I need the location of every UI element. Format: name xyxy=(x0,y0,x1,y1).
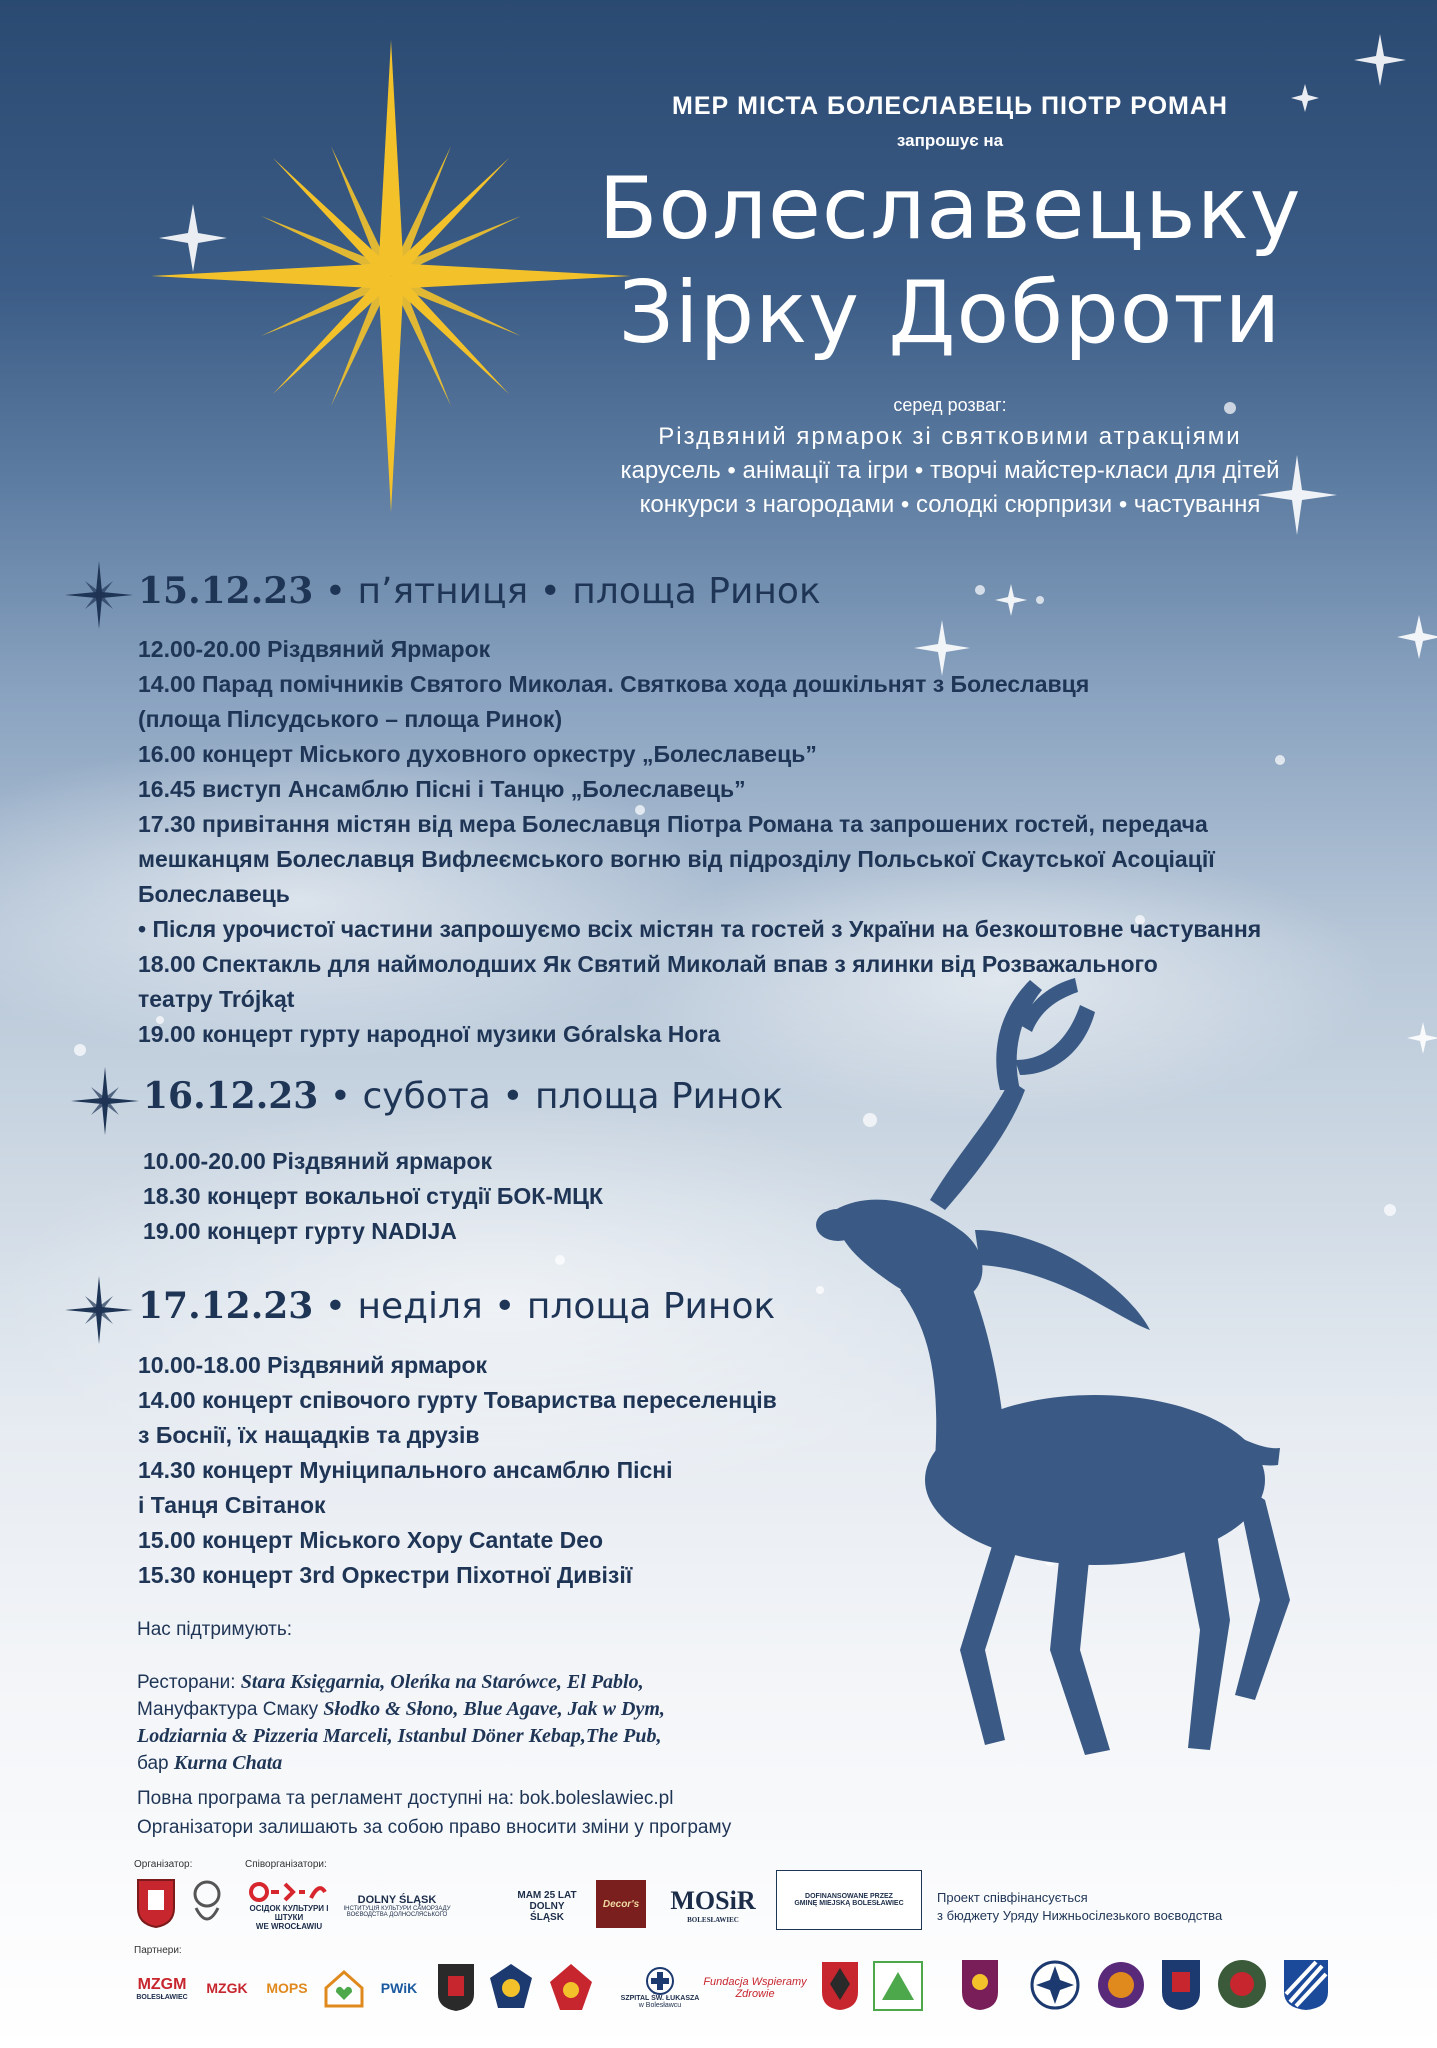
mzgk-logo: MZGK xyxy=(206,1980,248,1996)
rescue-badge-icon xyxy=(548,1962,594,2012)
restaurants-prefix: бар xyxy=(137,1753,174,1774)
program-item: мешканцям Болеславця Вифлеємського вогню від підрозділу Польської Скаутської Асоціації xyxy=(138,846,1215,872)
day-date: 17.12.23 xyxy=(138,1285,314,1327)
gmina-line1: DOFINANSOWANE PRZEZ xyxy=(805,1893,893,1900)
day-star-icon xyxy=(64,1275,134,1345)
sparkle-icon xyxy=(159,204,227,272)
program-item: 14.30 концерт Муніципального ансамблю Пісні xyxy=(138,1457,673,1483)
supporters-heading: Нас підтримують: xyxy=(137,1619,293,1640)
program-item: 17.30 привітання містян від мера Болеславця Піотра Романа та запрошених гостей, передача xyxy=(138,811,1208,837)
boleslawiec-crest-icon xyxy=(136,1878,176,1928)
day-place: • субота • площа Ринок xyxy=(318,1076,784,1117)
restaurants-line xyxy=(137,1750,665,1777)
okis-line1: ОСІДОК КУЛЬТУРИ І ШТУКИ xyxy=(249,1904,329,1922)
army-emblem-icon xyxy=(1096,1960,1146,2010)
day-date: 16.12.23 xyxy=(143,1075,319,1117)
restaurants-line xyxy=(137,1696,665,1723)
program-item: 19.00 концерт гурту народної музики Góralska Hora xyxy=(138,1021,721,1047)
attractions-line: конкурси з нагородами • солодкі сюрпризи • частування xyxy=(639,491,1261,518)
program-item: 10.00-18.00 Різдвяний ярмарок xyxy=(138,1352,488,1378)
us-division-patch-icon xyxy=(1282,1958,1330,2012)
project-line1: Проект співфінансується xyxy=(937,1890,1088,1905)
program-item: і Танця Світанок xyxy=(138,1492,326,1518)
dolny-slask-name: DOLNY ŚLĄSK xyxy=(357,1894,437,1906)
dolny-slask-name: DOLNY ŚLĄSK xyxy=(529,1900,565,1923)
mosir-name: MOSiR xyxy=(670,1886,756,1915)
sparkle-icon xyxy=(1407,1022,1437,1054)
mops-logo: MOPS xyxy=(266,1980,308,1996)
restaurant-names: Lodziarnia & Pizzeria Marceli, Istanbul Döner Kebap,The Pub, xyxy=(137,1725,662,1747)
coorganizers-label: Співорганізатори: xyxy=(245,1859,327,1870)
home-heart-icon xyxy=(322,1966,366,2010)
mam25-logo xyxy=(512,1876,582,1936)
project-line2: з бюджету Уряду Нижньосілезького воєводства xyxy=(937,1908,1223,1923)
program-item: театру Trójkąt xyxy=(138,986,295,1012)
program-item: 18.00 Спектакль для наймолодших Як Святий Миколай впав з ялинки від Розважального xyxy=(138,951,1158,977)
footer-notes xyxy=(137,1784,731,1842)
program-item: 15.00 концерт Міського Хору Cantate Deo xyxy=(138,1527,604,1553)
sparkle-icon xyxy=(1397,615,1437,659)
dolny-slask-sub: ІНСТИТУЦІЯ КУЛЬТУРИ САМОРЗАДУ ВОЄВОДСТВА ДОЛНОСЛЯСЬКОГО xyxy=(343,1906,451,1918)
program-item: з Боснії, їх нащадків та друзів xyxy=(138,1422,480,1448)
supporters-block xyxy=(137,1616,665,1777)
program-item: 18.30 концерт вокальної студії БОК-МЦК xyxy=(143,1183,603,1209)
program-item: 14.00 концерт співочого гурту Товариства переселенців xyxy=(138,1387,777,1413)
mzgm-sub: BOLESŁAWIEC xyxy=(136,1993,188,2001)
program-item: (площа Пілсудського – площа Ринок) xyxy=(138,706,563,732)
okis-line2: WE WROCŁAWIU xyxy=(255,1922,323,1931)
mc-logo-icon xyxy=(186,1878,228,1930)
poster-title-line1: Болеславецьку xyxy=(598,159,1302,259)
mosir-logo xyxy=(660,1878,766,1932)
day-heading-16 xyxy=(143,1075,783,1117)
gmina-line2: GMINĘ MIEJSKĄ BOLESŁAWIEC xyxy=(794,1900,904,1907)
gmina-dofinansowanie-logo xyxy=(776,1870,922,1930)
mam25-text: MAM 25 LAT xyxy=(517,1889,577,1901)
program-item: 15.30 концерт 3rd Оркестри Піхотної Дивізії xyxy=(138,1562,633,1588)
kgh-logo-icon xyxy=(872,1960,924,2012)
program-item: Болеславець xyxy=(138,881,290,907)
okis-mark-icon xyxy=(249,1880,329,1904)
disclaimer-line: Організатори залишають за собою право вносити зміни у програму xyxy=(137,1817,732,1838)
day-program-16 xyxy=(143,1144,603,1249)
fire-brigade-badge-icon xyxy=(436,1962,476,2012)
powiat-crest-icon xyxy=(820,1960,860,2012)
police-badge-icon xyxy=(488,1962,534,2012)
dolny-slask-logo xyxy=(342,1876,452,1936)
invites-line: запрошує на xyxy=(896,131,1004,150)
organizer-label: Організатор: xyxy=(134,1859,193,1870)
program-item: • Після урочистої частини запрошуємо всіх містян та гостей з України на безкоштовне частування xyxy=(138,916,1262,942)
association-crest-icon xyxy=(960,1958,1000,2012)
decors-logo: Decor's xyxy=(596,1880,646,1928)
day-program-17 xyxy=(138,1348,777,1593)
program-item: 19.00 концерт гурту NADIJA xyxy=(143,1218,457,1244)
szpital-line1: SZPITAL ŚW. ŁUKASZA xyxy=(620,1995,700,2002)
sparkle-icon xyxy=(995,584,1027,616)
mzgm-name: MZGM xyxy=(137,1975,187,1993)
mzgm-logo xyxy=(130,1960,194,2016)
among-label: серед розваг: xyxy=(893,395,1007,415)
military-badge-icon xyxy=(1030,1960,1080,2010)
day-date: 15.12.23 xyxy=(138,570,314,612)
mayor-line: МЕР МІСТА БОЛЕСЛАВЕЦЬ ПІОТР РОМАН xyxy=(672,92,1228,120)
restaurant-names: Stara Księgarnia, Oleńka na Starówce, El Pablo, xyxy=(240,1671,644,1693)
restaurants-line xyxy=(137,1723,665,1750)
program-item: 16.00 концерт Міського духовного оркестру „Болеславець” xyxy=(138,741,817,767)
day-star-icon xyxy=(70,1066,140,1136)
poster-header xyxy=(560,92,1340,522)
project-financing-note xyxy=(937,1889,1222,1925)
restaurants-prefix: Ресторани: xyxy=(137,1672,241,1693)
restaurant-names: Słodko & Słono, Blue Agave, Jak w Dym, xyxy=(323,1698,665,1720)
regiment-shield-icon xyxy=(1160,1958,1202,2012)
program-item: 16.45 виступ Ансамблю Пісні і Танцю „Болеславець” xyxy=(138,776,746,802)
attractions-line: Різдвяний ярмарок зі святковими атракціями xyxy=(658,423,1242,450)
hospital-cross-icon xyxy=(646,1967,674,1995)
restaurant-names: Kurna Chata xyxy=(173,1752,283,1774)
program-link-line: Повна програма та регламент доступні на: bok.boleslawiec.pl xyxy=(137,1788,674,1809)
yellow-star-icon xyxy=(151,40,631,512)
szpital-logo xyxy=(610,1958,710,2018)
partners-label: Партнери: xyxy=(134,1945,182,1956)
brigade-badge-icon xyxy=(1216,1956,1268,2012)
szpital-line2: w Bolesławcu xyxy=(638,2002,682,2009)
pwik-logo: PWiK xyxy=(380,1980,418,1996)
mosir-sub: BOLESŁAWIEC xyxy=(687,1916,739,1924)
day-place: • неділя • площа Ринок xyxy=(313,1286,776,1327)
program-item: 14.00 Парад помічників Святого Миколая. Святкова хода дошкільнят з Болеславця xyxy=(138,671,1090,697)
day-heading-15 xyxy=(138,570,821,612)
sparkle-icon xyxy=(1354,34,1406,86)
restaurants-line xyxy=(137,1669,665,1696)
fundacja-logo: Fundacja Wspieramy Zdrowie xyxy=(703,1976,807,2000)
program-item: 10.00-20.00 Різдвяний ярмарок xyxy=(143,1148,493,1174)
day-star-icon xyxy=(64,560,134,630)
day-place: • п’ятниця • площа Ринок xyxy=(313,571,821,612)
day-heading-17 xyxy=(138,1285,775,1327)
day-program-15 xyxy=(138,632,1261,1052)
program-item: 12.00-20.00 Різдвяний Ярмарок xyxy=(138,636,491,662)
restaurants-prefix: Мануфактура Смаку xyxy=(137,1699,324,1720)
poster-title-line2: Зірку Доброти xyxy=(618,263,1282,363)
okis-logo xyxy=(244,1878,334,1933)
attractions-line: карусель • анімації та ігри • творчі майстер-класи для дітей xyxy=(620,457,1280,484)
